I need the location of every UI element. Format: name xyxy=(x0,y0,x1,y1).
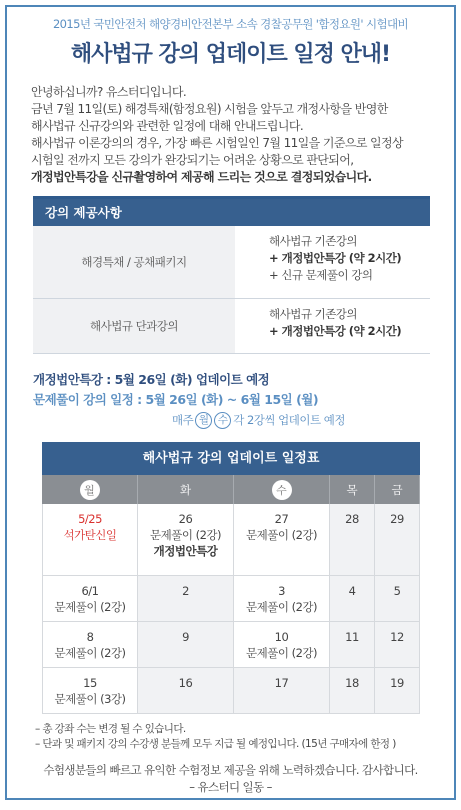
day-header xyxy=(42,475,138,504)
offer-detail-line: 해사법규 기존강의 xyxy=(269,234,358,248)
calendar-cell xyxy=(330,576,375,622)
day-circle-mon: 월 xyxy=(195,412,212,429)
offer-row-details xyxy=(235,226,430,298)
cell-date: 17 xyxy=(274,676,289,690)
cell-date: 6/1 xyxy=(81,584,99,598)
intro-line: 시험일 전까지 모든 강의가 완강되기는 어려운 상황으로 판단되어, xyxy=(31,153,354,167)
cell-date: 18 xyxy=(345,676,359,690)
notice-frame xyxy=(5,5,456,800)
cell-date: 19 xyxy=(390,676,404,690)
cell-note: 문제풀이 (3강) xyxy=(54,692,126,706)
calendar-cell xyxy=(330,668,375,714)
cell-note: 문제풀이 (2강) xyxy=(150,528,221,542)
day-header: 금 xyxy=(375,475,420,504)
day-header: 화 xyxy=(138,475,234,504)
calendar-cell xyxy=(42,622,138,668)
note-line: – 단과 및 패키지 강의 수강생 분들께 모두 지급 될 예정입니다. (15년 구매자에 한정 ) xyxy=(35,738,396,750)
day-header: 목 xyxy=(330,475,375,504)
cell-date: 10 xyxy=(274,630,289,644)
cell-note: 석가탄신일 xyxy=(63,528,117,542)
offer-box xyxy=(33,196,430,354)
offer-row-package xyxy=(33,226,430,299)
cell-date: 29 xyxy=(390,512,404,526)
intro-line: 금년 7월 11일(토) 해경특채(함정요원) 시험을 앞두고 개정사항을 반영한 xyxy=(31,102,388,116)
calendar-cell xyxy=(42,576,138,622)
cell-note: 문제풀이 (2강) xyxy=(246,600,317,614)
day-header-chip: 월 xyxy=(80,480,100,500)
notes xyxy=(35,722,454,752)
intro-line: 안녕하십니까? 유스터디입니다. xyxy=(31,85,187,99)
calendar-cell xyxy=(330,504,375,576)
cell-date: 3 xyxy=(278,584,285,598)
intro-text xyxy=(31,84,441,186)
footer-message: 수험생분들의 빠르고 유익한 수험정보 제공을 위해 노력하겠습니다. 감사합니다. xyxy=(43,763,418,777)
cell-date: 12 xyxy=(390,630,404,644)
footer xyxy=(7,762,454,796)
offer-row-name: 해사법규 단과강의 xyxy=(33,299,235,353)
page-subtitle: 2015년 국민안전처 해양경비안전본부 소속 경찰공무원 '함정요원' 시험대비 xyxy=(52,17,409,31)
offer-detail-line: 해사법규 기존강의 xyxy=(269,307,358,321)
calendar-grid xyxy=(42,475,420,714)
calendar-cell xyxy=(138,576,234,622)
cell-note: 문제풀이 (2강) xyxy=(246,528,317,542)
cell-date: 9 xyxy=(182,630,189,644)
weekly-suffix: 각 2강씩 업데이트 예정 xyxy=(233,413,345,427)
cell-note: 문제풀이 (2강) xyxy=(54,646,126,660)
offer-detail-line: + 신규 문제풀이 강의 xyxy=(269,268,373,282)
calendar-cell xyxy=(234,504,330,576)
day-header-chip: 수 xyxy=(272,480,292,500)
cell-date: 27 xyxy=(274,512,289,526)
calendar-cell xyxy=(375,668,420,714)
page-title: 해사법규 강의 업데이트 일정 안내! xyxy=(70,42,391,67)
calendar-cell xyxy=(234,576,330,622)
cell-date: 5 xyxy=(393,584,401,598)
calendar-cell xyxy=(42,668,138,714)
update-calendar xyxy=(42,442,420,714)
cell-date: 11 xyxy=(345,630,359,644)
cell-date: 4 xyxy=(348,584,356,598)
calendar-cell xyxy=(138,504,234,576)
calendar-cell xyxy=(375,622,420,668)
calendar-cell xyxy=(330,622,375,668)
intro-line: 해사법규 이론강의의 경우, 가장 빠른 시험일인 7월 11일을 기준으로 일정상 xyxy=(31,136,404,150)
calendar-cell xyxy=(234,622,330,668)
footer-signature: – 유스터디 일동 – xyxy=(189,780,272,794)
day-header xyxy=(234,475,330,504)
calendar-cell xyxy=(42,504,138,576)
cell-note: 문제풀이 (2강) xyxy=(246,646,317,660)
calendar-cell xyxy=(234,668,330,714)
day-circle-wed: 수 xyxy=(214,412,231,429)
header xyxy=(7,7,454,68)
cell-note: 문제풀이 (2강) xyxy=(54,600,126,614)
intro-bold-line: 개정법안특강을 신규촬영하여 제공해 드리는 것으로 결정되었습니다. xyxy=(31,170,372,184)
cell-date: 8 xyxy=(86,630,94,644)
weekly-update-note xyxy=(63,410,454,430)
calendar-cell xyxy=(138,622,234,668)
intro-line: 해사법규 신규강의와 관련한 일정에 대해 안내드립니다. xyxy=(31,119,304,133)
calendar-cell xyxy=(375,504,420,576)
calendar-cell xyxy=(375,576,420,622)
schedule-summary xyxy=(33,370,454,430)
offer-detail-line: + 개정법안특강 (약 2시간) xyxy=(269,251,402,265)
offer-detail-line: + 개정법안특강 (약 2시간) xyxy=(269,324,402,338)
note-line: – 총 강좌 수는 변경 될 수 있습니다. xyxy=(35,723,186,735)
cell-date: 5/25 xyxy=(78,512,102,526)
calendar-cell xyxy=(138,668,234,714)
problem-lecture-period: 문제풀이 강의 일정 : 5월 26일 (화) ~ 6월 15일 (월) xyxy=(33,392,319,407)
cell-date: 16 xyxy=(178,676,193,690)
offer-row-details xyxy=(235,299,430,353)
cell-extra: 개정법안특강 xyxy=(153,544,218,558)
offer-heading: 강의 제공사항 xyxy=(33,199,430,226)
cell-date: 15 xyxy=(83,676,97,690)
offer-row-name: 해경특채 / 공채패키지 xyxy=(33,226,235,298)
special-lecture-date: 개정법안특강 : 5월 26일 (화) 업데이트 예정 xyxy=(33,372,270,387)
cell-date: 26 xyxy=(178,512,193,526)
weekly-prefix: 매주 xyxy=(172,413,194,427)
offer-row-single xyxy=(33,299,430,354)
cell-date: 2 xyxy=(182,584,189,598)
cell-date: 28 xyxy=(345,512,359,526)
calendar-title: 해사법규 강의 업데이트 일정표 xyxy=(42,442,420,475)
